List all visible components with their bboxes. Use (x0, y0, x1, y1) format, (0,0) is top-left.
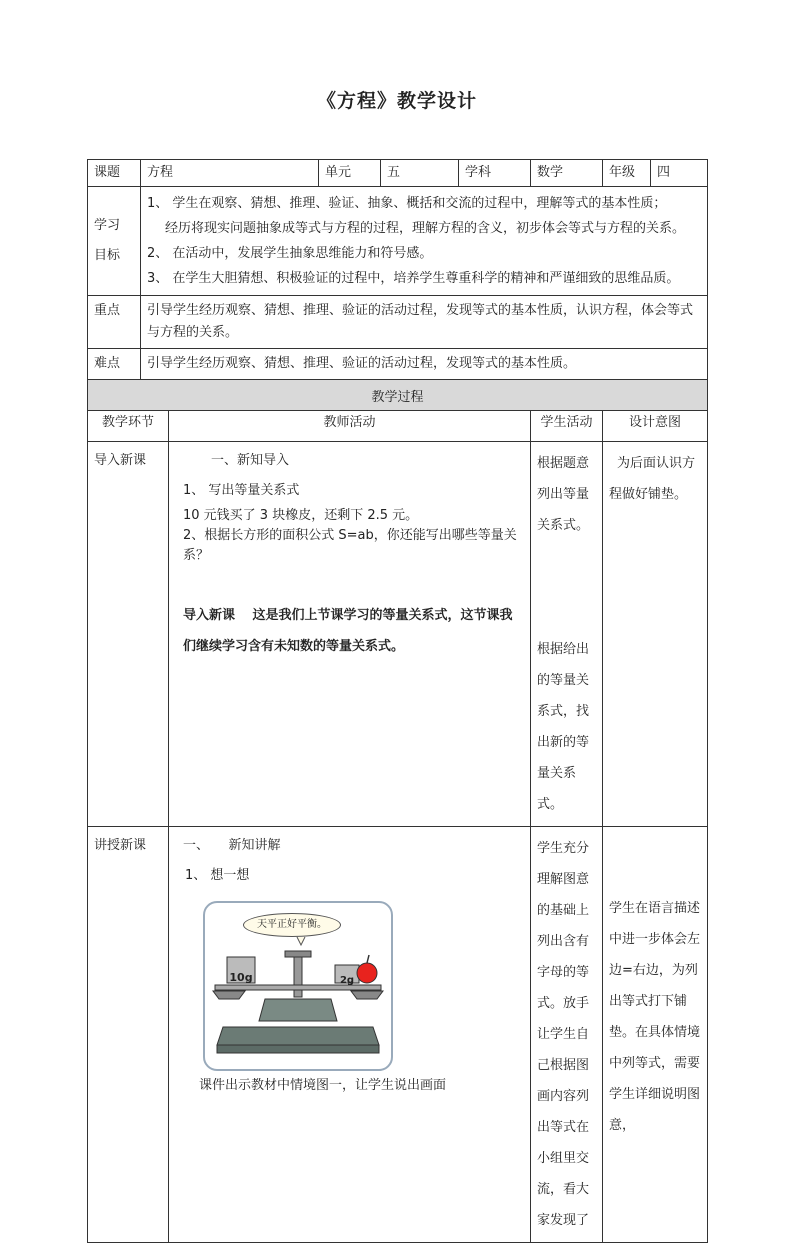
table-row (88, 442, 708, 827)
design-intent: 为后面认识方程做好铺垫。 (609, 456, 696, 502)
goals-label: 学习目标 (94, 218, 121, 263)
goal-item: 1、 学生在观察、猜想、推理、验证、抽象、概括和交流的过程中，理解等式的基本性质； (147, 196, 667, 211)
stage-label: 导入新课 (94, 453, 147, 468)
teacher-heading: 一、新知导入 (211, 453, 290, 468)
stage-label: 讲授新课 (94, 838, 147, 853)
goal-item: 3、 在学生大胆猜想、积极验证的过程中，培养学生尊重科学的精神和严谨细致的思维品质。 (147, 271, 680, 286)
design-intent: 学生在语言描述中进一步体会左边=右边，为列出等式打下铺垫。在具体情境中列等式，需要学生详细说明图意， (609, 901, 701, 1133)
document-title: 《方程》教学设计 (316, 90, 477, 112)
key-point-text: 引导学生经历观察、猜想、推理、验证的活动过程，发现等式的基本性质，认识方程，体会等式与方程的关系。 (147, 303, 694, 340)
teacher-text: 10 元钱买了 3 块橡皮，还剩下 2.5 元。 (183, 508, 419, 523)
key-point-row (88, 296, 708, 349)
info-row (88, 160, 708, 187)
balance-scale-illustration (203, 901, 393, 1071)
difficulty-row (88, 349, 708, 380)
process-header-row (88, 380, 708, 411)
subject-label: 课题 (94, 165, 121, 180)
column-header-row (88, 411, 708, 442)
discipline-value: 数学 (537, 165, 564, 180)
goal-item: 经历将现实问题抽象成等式与方程的过程，理解方程的含义，初步体会等式与方程的关系。 (165, 221, 686, 236)
student-activity: 根据题意列出等量关系式。 (537, 456, 590, 533)
goal-item: 2、 在活动中，发展学生抽象思维能力和符号感。 (147, 246, 433, 261)
table-row (88, 827, 708, 1243)
grade-value: 四 (657, 165, 671, 180)
process-header: 教学过程 (88, 380, 708, 411)
teacher-item: 1、 写出等量关系式 (183, 483, 300, 498)
key-point-label: 重点 (94, 303, 121, 318)
teacher-heading: 一、 新知讲解 (183, 838, 281, 853)
lesson-plan-table (87, 159, 708, 1243)
column-header: 教师活动 (169, 411, 531, 442)
weight-left-label: 10g (229, 971, 253, 984)
grade-label: 年级 (609, 165, 636, 180)
unit-label: 单元 (325, 165, 352, 180)
column-header: 学生活动 (531, 411, 603, 442)
column-header: 教学环节 (88, 411, 169, 442)
teacher-text: 课件出示教材中情境图一，让学生说出画面 (199, 1078, 447, 1093)
student-activity: 根据给出的等量关系式，找出新的等量关系式。 (537, 642, 590, 812)
subject-value: 方程 (147, 165, 174, 180)
teacher-bold-text: 导入新课 这是我们上节课学习的等量关系式，这节课我们继续学习含有未知数的等量关系式。 (183, 608, 513, 654)
goals-row (88, 187, 708, 296)
teacher-item: 2、根据长方形的面积公式 S=ab，你还能写出哪些等量关系？ (183, 528, 517, 563)
weight-right-label: 2g (339, 975, 355, 986)
unit-value: 五 (387, 165, 401, 180)
difficulty-text: 引导学生经历观察、猜想、推理、验证的活动过程，发现等式的基本性质。 (147, 356, 577, 371)
teacher-item: 1、 想一想 (185, 868, 250, 883)
discipline-label: 学科 (465, 165, 492, 180)
column-header: 设计意图 (603, 411, 708, 442)
speech-bubble: 天平正好平衡。 (243, 913, 341, 937)
student-activity: 学生充分理解图意的基础上列出含有字母的等式。放手让学生自己根据图画内容列出等式在小组里交流，看大家发现了 (537, 841, 590, 1228)
difficulty-label: 难点 (94, 356, 121, 371)
